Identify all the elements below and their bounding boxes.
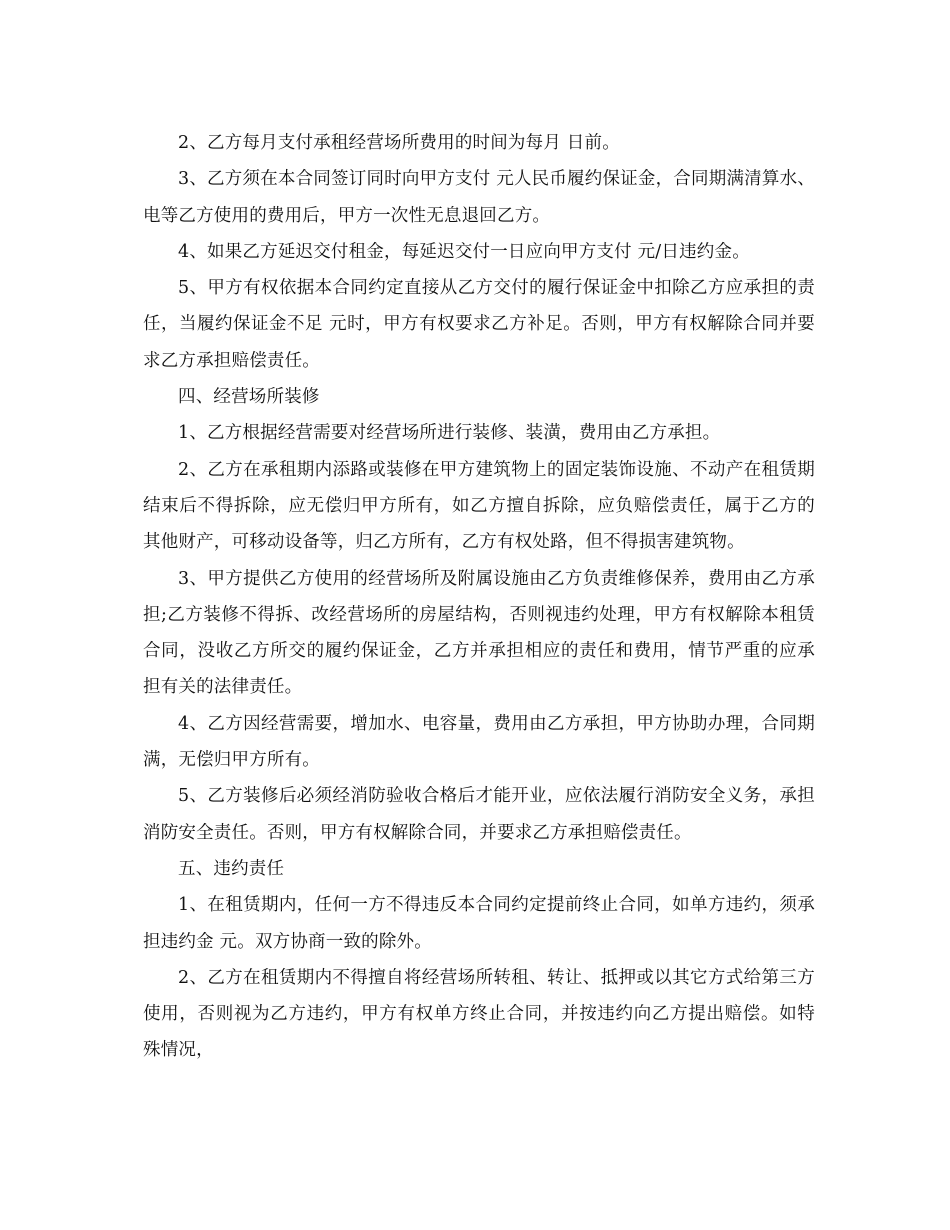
paragraph-deduction: 5、甲方有权依据本合同约定直接从乙方交付的履行保证金中扣除乙方应承担的责任，当履约保证金不足 元时，甲方有权要求乙方补足。否则，甲方有权解除合同并要求乙方承担赔偿责任。 [143,278,815,371]
paragraph-utility-capacity: 4、乙方因经营需要，增加水、电容量，费用由乙方承担，甲方协助办理，合同期满，无偿归甲方所有。 [143,713,815,771]
paragraph-fire-safety: 5、乙方装修后必须经消防验收合格后才能开业，应依法履行消防安全义务，承担消防安全责任。否则，甲方有权解除合同，并要求乙方承担赔偿责任。 [143,786,815,843]
section-heading-renovation: 四、经营场所装修 [178,387,320,408]
paragraph-early-termination: 1、在租赁期内，任何一方不得违反本合同约定提前终止合同，如单方违约，须承担违约金 元。双方协商一致的除外。 [143,895,815,952]
paragraph-renovation-cost: 1、乙方根据经营需要对经营场所进行装修、装潢，费用由乙方承担。 [178,423,721,444]
paragraph-deposit: 3、乙方须在本合同签订同时向甲方支付 元人民币履约保证金，合同期满清算水、电等乙方使用的费用后，甲方一次性无息退回乙方。 [143,169,815,226]
document-page [143,125,815,1069]
paragraph-maintenance: 3、甲方提供乙方使用的经营场所及附属设施由乙方负责维修保养，费用由乙方承担;乙方装修不得拆、改经营场所的房屋结构，否则视违约处理，甲方有权解除本租赁合同，没收乙方所交的履约保证金，乙方并承担相应的责任和费用，情节严重的应承担有关的法律责任。 [143,568,815,698]
paragraph-fixed-facilities: 2、乙方在承租期内添路或装修在甲方建筑物上的固定装饰设施、不动产在租赁期结束后不得拆除，应无偿归甲方所有，如乙方擅自拆除，应负赔偿责任，属于乙方的其他财产，可移动设备等，归乙方所有，乙方有权处路，但不得损害建筑物。 [143,459,815,553]
section-heading-liability: 五、违约责任 [178,858,285,879]
paragraph-payment-date: 2、乙方每月支付承租经营场所费用的时间为每月 日前。 [178,133,620,153]
paragraph-sublease: 2、乙方在租赁期内不得擅自将经营场所转租、转让、抵押或以其它方式给第三方使用，否则视为乙方违约，甲方有权单方终止合同，并按违约向乙方提出赔偿。如特殊情况， [143,967,815,1061]
paragraph-late-fee: 4、如果乙方延迟交付租金，每延迟交付一日应向甲方支付 元/日违约金。 [178,241,750,262]
